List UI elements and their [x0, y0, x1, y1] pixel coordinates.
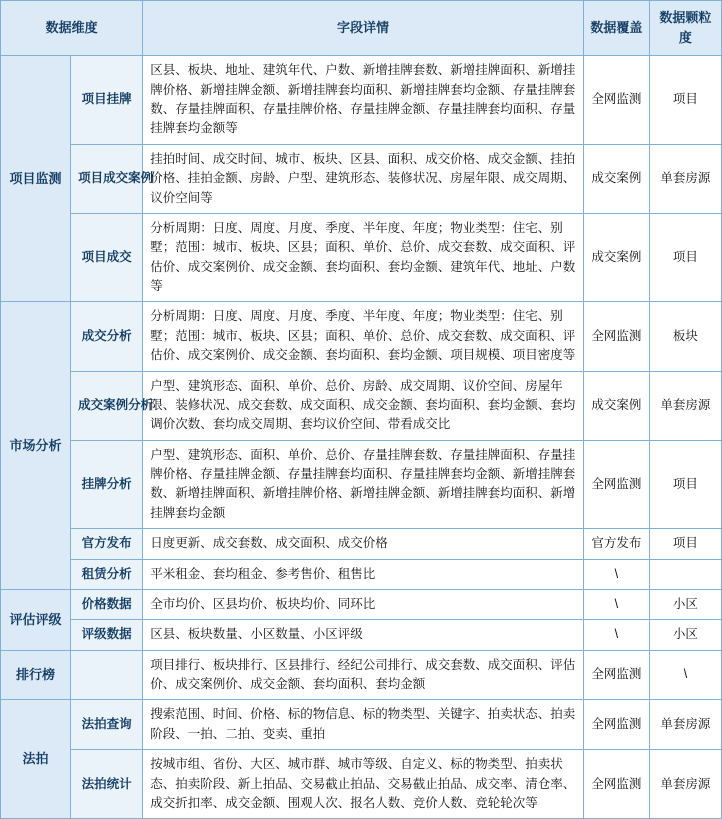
field-detail-cell: 项目排行、板块排行、区县排行、经纪公司排行、成交套数、成交面积、评估价、成交案例价、成交金额、套均面积、套均金额: [143, 650, 584, 700]
table-row: [1, 529, 722, 559]
coverage-cell: 全网监测: [583, 650, 649, 700]
table-row: [1, 650, 722, 700]
table-header-row: [1, 1, 722, 56]
table-row: [1, 371, 722, 440]
coverage-cell: 全网监测: [583, 56, 649, 145]
header-coverage: 数据覆盖: [583, 1, 649, 56]
sub-dimension-cell: 成交案例分析: [71, 371, 143, 440]
granularity-cell: 板块: [649, 302, 721, 371]
table-row: [1, 620, 722, 650]
field-detail-cell: 户型、建筑形态、面积、单价、总价、房龄、成交周期、议价空间、房屋年限、装修状况、成交套数、成交面积、成交金额、套均面积、套均金额、套均调价次数、套均成交周期、套均议价空间、带看成交比: [143, 371, 584, 440]
sub-dimension-cell: 租赁分析: [71, 559, 143, 589]
table-row: [1, 144, 722, 213]
field-detail-cell: 挂拍时间、成交时间、城市、板块、区县、面积、成交价格、成交金额、挂拍价格、挂拍金额、房龄、户型、建筑形态、装修状况、房屋年限、成交周期、议价空间等: [143, 144, 584, 213]
coverage-cell: 官方发布: [583, 529, 649, 559]
granularity-cell: 小区: [649, 589, 721, 619]
table-row: [1, 589, 722, 619]
sub-dimension-cell: 项目成交案例: [71, 144, 143, 213]
header-granularity: 数据颗粒度: [649, 1, 721, 56]
granularity-cell: 单套房源: [649, 700, 721, 750]
coverage-cell: 成交案例: [583, 213, 649, 302]
sub-dimension-cell: 评级数据: [71, 620, 143, 650]
dimension-cell: 市场分析: [1, 302, 71, 590]
field-detail-cell: 区县、板块数量、小区数量、小区评级: [143, 620, 584, 650]
granularity-cell: 小区: [649, 620, 721, 650]
header-field-detail: 字段详情: [143, 1, 584, 56]
sub-dimension-cell: [71, 650, 143, 700]
table-row: [1, 302, 722, 371]
sub-dimension-cell: 项目挂牌: [71, 56, 143, 145]
granularity-cell: [649, 559, 721, 589]
field-detail-cell: 日度更新、成交套数、成交面积、成交价格: [143, 529, 584, 559]
table-row: [1, 559, 722, 589]
field-detail-cell: 分析周期：日度、周度、月度、季度、半年度、年度；物业类型：住宅、别墅；范围：城市、板块、区县；面积、单价、总价、成交套数、成交面积、评估价、成交案例价、成交金额、套均面积、套均金额、项目规模、项目密度等: [143, 302, 584, 371]
dimension-cell: 评估评级: [1, 589, 71, 650]
coverage-cell: 全网监测: [583, 302, 649, 371]
granularity-cell: 单套房源: [649, 371, 721, 440]
dimension-cell: 法拍: [1, 700, 71, 819]
coverage-cell: \: [583, 620, 649, 650]
granularity-cell: 项目: [649, 56, 721, 145]
table-row: [1, 700, 722, 750]
coverage-cell: \: [583, 589, 649, 619]
sub-dimension-cell: 价格数据: [71, 589, 143, 619]
field-detail-cell: 按城市组、省份、大区、城市群、城市等级、自定义、标的物类型、拍卖状态、拍卖阶段、新上拍品、交易截止拍品、交易截止拍品、成交率、清仓率、成交折扣率、成交金额、围观人次、报名人数、竞价人数、竞轮轮次等: [143, 750, 584, 819]
sub-dimension-cell: 挂牌分析: [71, 440, 143, 529]
coverage-cell: 全网监测: [583, 750, 649, 819]
table-row: [1, 750, 722, 819]
field-detail-cell: 区县、板块、地址、建筑年代、户数、新增挂牌套数、新增挂牌面积、新增挂牌价格、新增挂牌金额、新增挂牌套均面积、新增挂牌套均金额、存量挂牌套数、存量挂牌面积、存量挂牌价格、存量挂牌金额、存量挂牌套均面积、存量挂牌套均金额等: [143, 56, 584, 145]
granularity-cell: \: [649, 650, 721, 700]
sub-dimension-cell: 官方发布: [71, 529, 143, 559]
coverage-cell: 全网监测: [583, 440, 649, 529]
field-detail-cell: 全市均价、区县均价、板块均价、同环比: [143, 589, 584, 619]
coverage-cell: 成交案例: [583, 371, 649, 440]
granularity-cell: 单套房源: [649, 144, 721, 213]
dimension-cell: 项目监测: [1, 56, 71, 302]
granularity-cell: 项目: [649, 440, 721, 529]
field-detail-cell: 户型、建筑形态、面积、单价、总价、存量挂牌套数、存量挂牌面积、存量挂牌价格、存量挂牌金额、存量挂牌套均面积、存量挂牌套均金额、新增挂牌套数、新增挂牌面积、新增挂牌价格、新增挂牌金额、新增挂牌套均面积、新增挂牌套均金额: [143, 440, 584, 529]
granularity-cell: 项目: [649, 213, 721, 302]
header-dimension: 数据维度: [1, 1, 143, 56]
dimension-cell: 排行榜: [1, 650, 71, 700]
sub-dimension-cell: 法拍统计: [71, 750, 143, 819]
coverage-cell: 全网监测: [583, 700, 649, 750]
sub-dimension-cell: 法拍查询: [71, 700, 143, 750]
granularity-cell: 项目: [649, 529, 721, 559]
granularity-cell: 单套房源: [649, 750, 721, 819]
table-row: [1, 56, 722, 145]
coverage-cell: 成交案例: [583, 144, 649, 213]
field-detail-cell: 分析周期：日度、周度、月度、季度、半年度、年度；物业类型：住宅、别墅；范围：城市、板块、区县；面积、单价、总价、成交套数、成交面积、评估价、成交案例价、成交金额、套均面积、套均金额、建筑年代、地址、户数等: [143, 213, 584, 302]
sub-dimension-cell: 项目成交: [71, 213, 143, 302]
field-detail-cell: 平米租金、套均租金、参考售价、租售比: [143, 559, 584, 589]
sub-dimension-cell: 成交分析: [71, 302, 143, 371]
coverage-cell: \: [583, 559, 649, 589]
field-detail-cell: 搜索范围、时间、价格、标的物信息、标的物类型、关键字、拍卖状态、拍卖阶段、一拍、二拍、变卖、重拍: [143, 700, 584, 750]
table-row: [1, 213, 722, 302]
table-row: [1, 440, 722, 529]
